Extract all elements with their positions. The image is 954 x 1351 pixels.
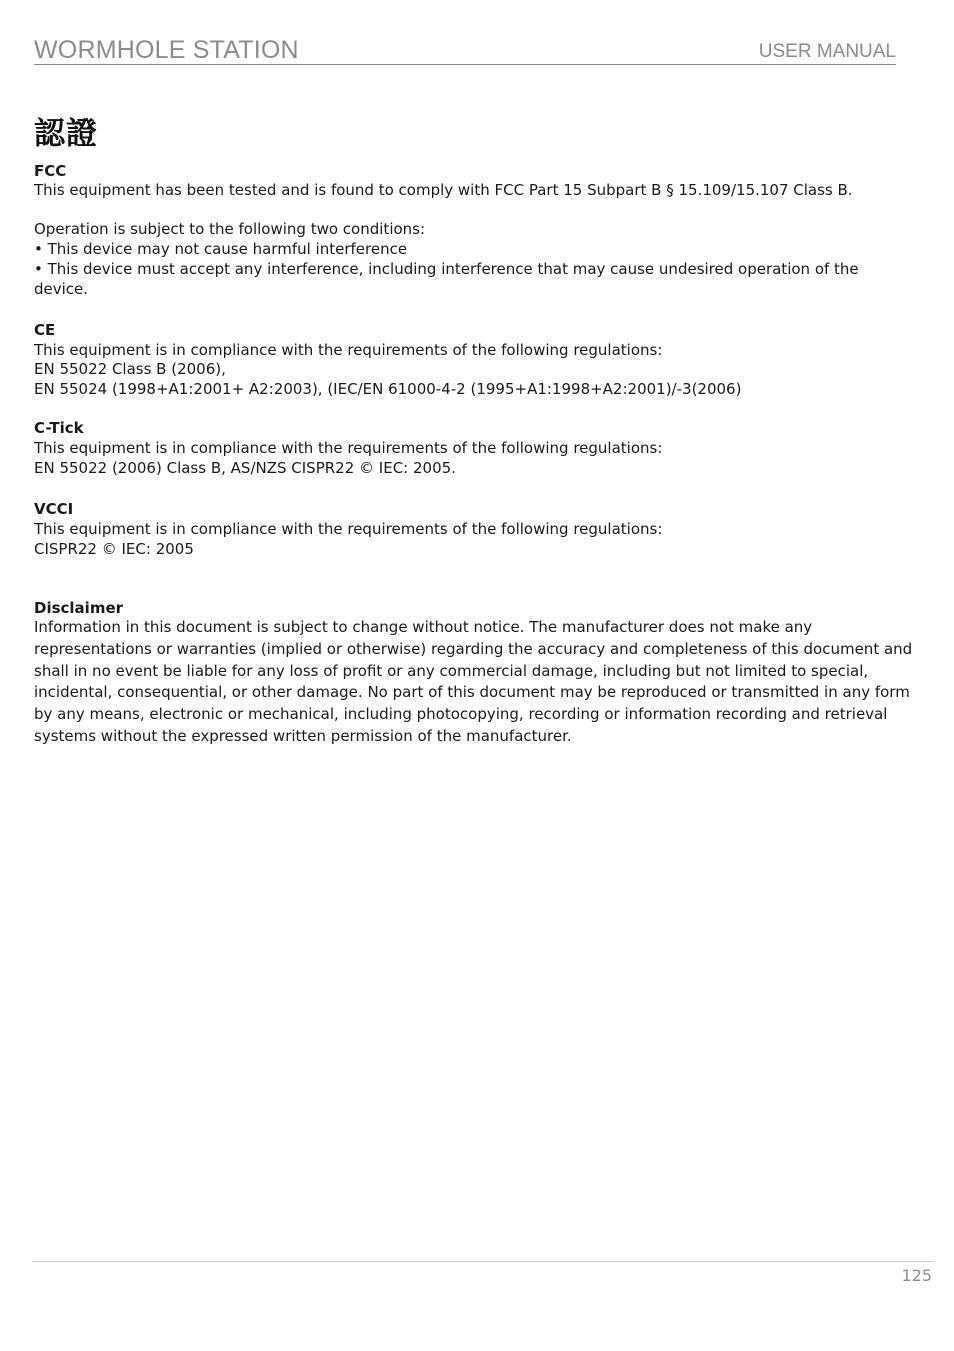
fcc-line-5: device.	[34, 280, 89, 298]
page-header	[34, 34, 896, 65]
footer-divider	[32, 1261, 934, 1262]
page-number: 125	[901, 1266, 932, 1285]
ce-line-3: EN 55024 (1998+A1:2001+ A2:2003), (IEC/EN 61000-4-2 (1995+A1:1998+A2:2001)/-3(2006)	[34, 380, 742, 398]
page-heading: 認證	[34, 116, 98, 152]
vcci-line-1: This equipment is in compliance with the requirements of the following regulations:	[34, 520, 663, 538]
ctick-line-2: EN 55022 (2006) Class B, AS/NZS CISPR22 © IEC: 2005.	[34, 459, 456, 477]
ce-line-2: EN 55022 Class B (2006),	[34, 360, 226, 378]
ce-title: CE	[34, 321, 56, 339]
ce-line-1: This equipment is in compliance with the requirements of the following regulations:	[34, 341, 663, 359]
fcc-title: FCC	[34, 162, 67, 180]
document-title: WORMHOLE STATION	[34, 36, 299, 64]
disclaimer-text: Information in this document is subject to change without notice. The manufacturer does not make any representations or warranties (implied or otherwise) regarding the accuracy and completeness of this document and shall in no event be liable for any loss of profit or any commercial damage, including but not limited to special, incidental, consequential, or other damage. No part of this document may be reproduced or transmitted in any form by any means, electronic or mechanical, including photocopying, recording or information recording and retrieval systems without the expressed written permission of the manufacturer.	[34, 618, 913, 745]
ctick-line-1: This equipment is in compliance with the requirements of the following regulations:	[34, 439, 663, 457]
vcci-title: VCCI	[34, 500, 74, 518]
ctick-title: C-Tick	[34, 419, 84, 437]
fcc-line-1: This equipment has been tested and is found to comply with FCC Part 15 Subpart B § 15.109/15.107 Class B.	[34, 181, 853, 199]
fcc-line-2: Operation is subject to the following two conditions:	[34, 220, 426, 238]
disclaimer-title: Disclaimer	[34, 599, 124, 617]
vcci-line-2: CISPR22 © IEC: 2005	[34, 540, 194, 558]
fcc-line-3: • This device may not cause harmful interference	[34, 240, 408, 258]
manual-label: USER MANUAL	[758, 41, 896, 62]
fcc-line-4: • This device must accept any interference, including interference that may cause undesired operation of the	[34, 260, 859, 278]
